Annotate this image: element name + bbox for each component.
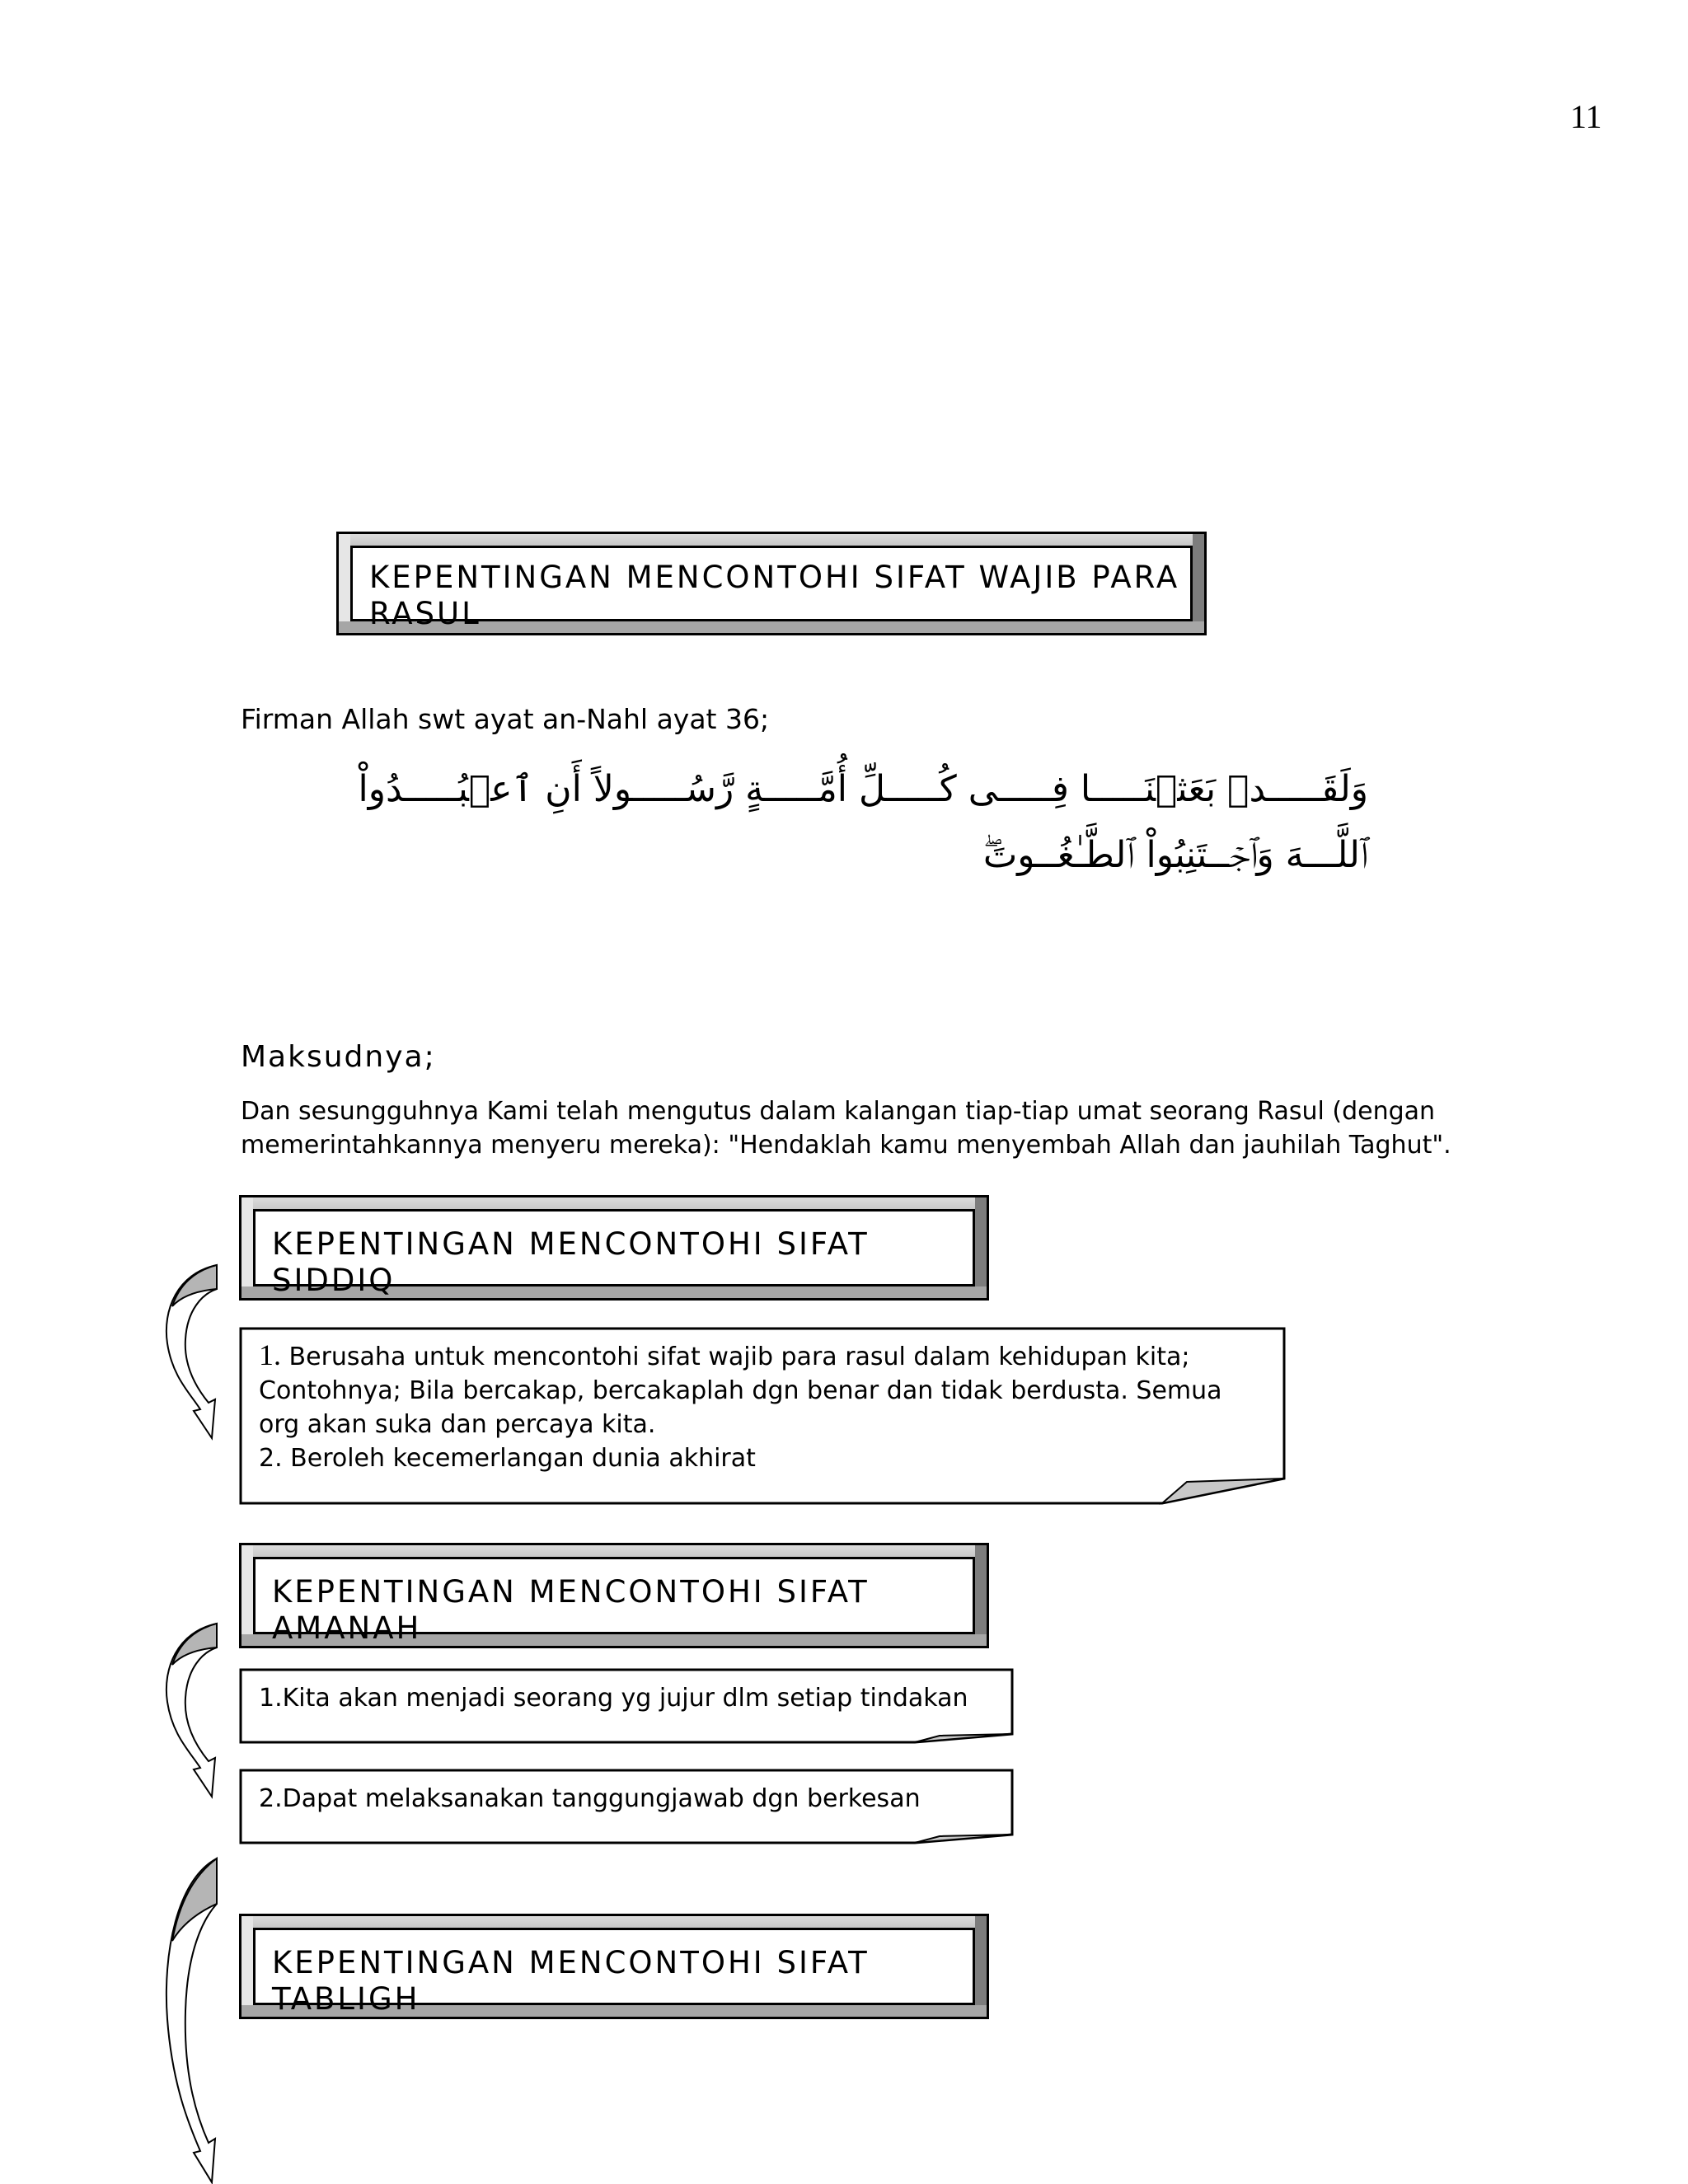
curved-arrow-icon bbox=[161, 1261, 227, 1442]
maksud-label: Maksudnya; bbox=[241, 1040, 436, 1074]
amanah-note-box-1 bbox=[239, 1668, 1014, 1744]
siddiq-note-box bbox=[239, 1327, 1286, 1505]
siddiq-point2: 2. Beroleh kecemerlangan dunia akhirat bbox=[259, 1444, 756, 1473]
amanah-point2: 2.Dapat melaksanakan tanggungjawab dgn berkesan bbox=[259, 1784, 921, 1813]
curved-arrow-icon bbox=[161, 1619, 227, 1801]
amanah-heading-frame bbox=[239, 1543, 989, 1648]
amanah-note-box-2 bbox=[239, 1769, 1014, 1844]
curved-arrow-icon bbox=[161, 1854, 227, 2184]
arabic-verse-line-1: وَلَقَـــــدۡ بَعَثۡنَـــــا فِـــــى كُـــــلِّ أُمَّـــــةٍ رَّسُـــــولاً أَنِ ٱعۡبُـــــدُواْ bbox=[358, 768, 1368, 810]
amanah-point1: 1.Kita akan menjadi seorang yg jujur dlm setiap tindakan bbox=[259, 1684, 968, 1713]
siddiq-point1: Berusaha untuk mencontohi sifat wajib para rasul dalam kehidupan kita; Contohnya; Bila bercakap, bercakaplah dgn benar dan tidak berdusta. Semua org akan suka dan percaya kita. bbox=[259, 1343, 1222, 1439]
tabligh-heading: KEPENTINGAN MENCONTOHI SIFAT TABLIGH bbox=[272, 1945, 870, 2017]
intro-text: Firman Allah swt ayat an-Nahl ayat 36; bbox=[241, 703, 770, 735]
maksud-text: Dan sesungguhnya Kami telah mengutus dalam kalangan tiap-tiap umat seorang Rasul (dengan memerintahkannya menyeru mereka): "Hendaklah kamu menyembah Allah dan jauhilah Taghut". bbox=[241, 1097, 1451, 1160]
amanah-heading: KEPENTINGAN MENCONTOHI SIFAT AMANAH bbox=[272, 1574, 870, 1646]
siddiq-heading: KEPENTINGAN MENCONTOHI SIFAT SIDDIQ bbox=[272, 1226, 870, 1298]
tabligh-heading-frame bbox=[239, 1914, 989, 2019]
arabic-verse-line-2: ٱللَّـــهَ وَٱجۡــتَنِبُواْ ٱلطَّـٰغُــوتَ‌ۖ bbox=[982, 834, 1368, 876]
siddiq-point1-number: 1. bbox=[259, 1338, 281, 1371]
main-heading-frame bbox=[336, 532, 1207, 635]
siddiq-heading-frame bbox=[239, 1195, 989, 1301]
main-heading: KEPENTINGAN MENCONTOHI SIFAT WAJIB PARA RASUL bbox=[369, 560, 1180, 631]
page-number: 11 bbox=[1570, 98, 1602, 135]
